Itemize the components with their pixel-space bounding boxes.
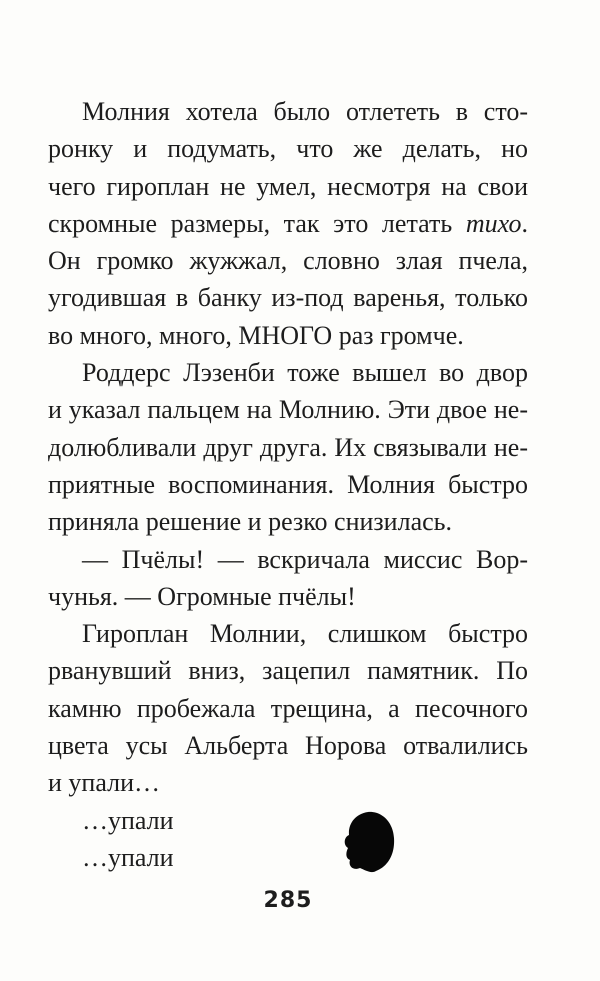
page-text — [48, 93, 528, 876]
text-line: …упали — [82, 805, 174, 835]
text-line: — Пчёлы! — вскричала миссис Вор- — [82, 544, 528, 574]
text-line: приняла решение и резко снизилась. — [48, 507, 453, 537]
text-line: угодившая в банку из-под варенья, только — [48, 283, 528, 313]
text-line: Молния хотела было отлететь в сто- — [82, 97, 528, 126]
text-line — [48, 205, 528, 242]
text-line: чего гироплан не умел, несмотря на свои — [48, 171, 528, 201]
text-line: Роддерс Лэзенби тоже вышел во двор — [82, 358, 528, 388]
text-line: ронку и подумать, что же делать, но — [48, 134, 528, 164]
text-line: цвета усы Альберта Норова отвалились — [48, 731, 528, 761]
text-line: …упали — [82, 842, 174, 872]
text-line: долюбливали друг друга. Их связывали не- — [48, 432, 528, 462]
text-line: и упали… — [48, 768, 160, 798]
line-text: скромные размеры, так это летать — [48, 208, 466, 238]
ink-blot-icon — [338, 808, 400, 876]
italic-word: тихо — [465, 208, 522, 238]
text-line: камню пробежала трещина, а песочного — [48, 693, 528, 723]
text-line: приятные воспоминания. Молния быстро — [48, 469, 528, 499]
text-line: рванувший вниз, зацепил памятник. По — [48, 656, 528, 686]
text-line: Он громко жужжал, словно злая пчела, — [48, 246, 528, 276]
text-line: во много, много, МНОГО раз громче. — [48, 320, 464, 350]
text-line: Гироплан Молнии, слишком быстро — [82, 619, 528, 649]
text-line: и указал пальцем на Молнию. Эти двое не- — [48, 395, 528, 425]
line-text: . — [521, 208, 528, 238]
page-number: 285 — [263, 888, 313, 913]
text-line: чунья. — Огромные пчёлы! — [48, 581, 356, 611]
